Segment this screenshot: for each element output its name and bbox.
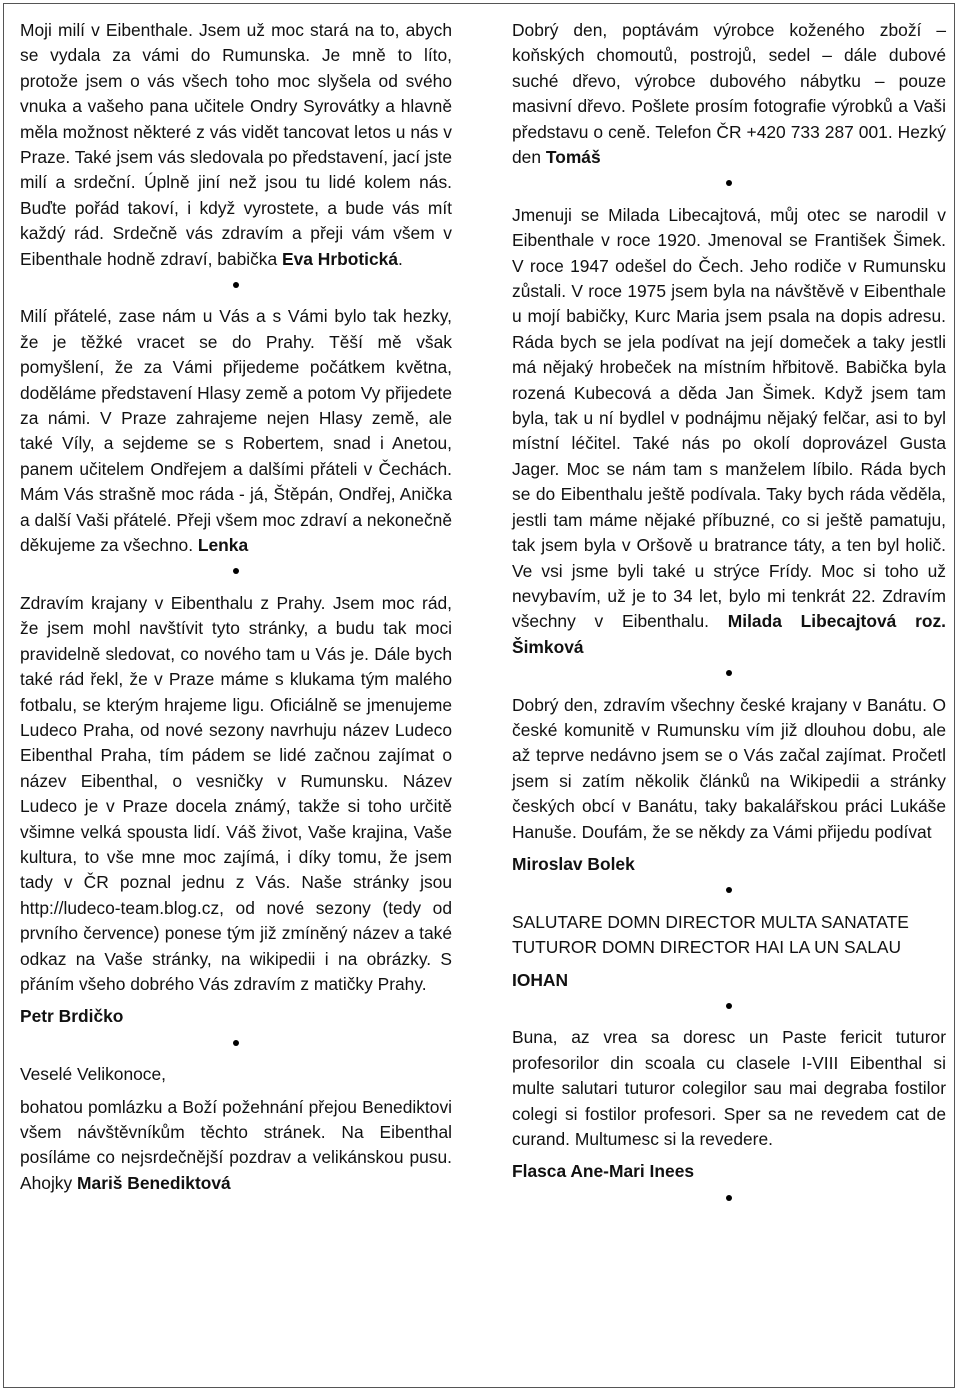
message-tomas: Dobrý den, poptávám výrobce koženého zboží – koňských chomoutů, postrojů, sedel – dále dubové suché dřevo, výrobce dubového nábytku – pouze masivní dřevo. Pošlete prosím fotografie výrobků a Vaši představu o ceně. Telefon ČR +420 733 287 001. Hezký den Tomáš xyxy=(512,20,946,168)
message-maris-benediktova: bohatou pomlázku a Boží požehnání přejou Benediktovi všem návštěvníkům těchto stránek. Na Eibenthal posíláme co nejsrdečnější pozdrav a velikánskou pusu. Ahojky Mariš Benediktová xyxy=(20,1096,452,1193)
signature-iohan xyxy=(512,968,946,993)
message-easter-greeting-title: Veselé Velikonoce, xyxy=(20,1064,166,1085)
separator-dot xyxy=(20,559,452,584)
signature: Petr Brdičko xyxy=(20,1006,124,1027)
message-miroslav-bolek: Dobrý den, zdravím všechny české krajany v Banátu. O české komunitě v Rumunsku vím již dlouhou dobu, ale až teprve nedávno jsem se o Vás začal zajímat. Pročetl jsem si zatím několik článků na Wikipedii a stránky českých obcí v Banátu, taky bakalářskou práci Lukáše Hanuše. Doufám, že se někdy za Vámi přijedu podívat xyxy=(512,694,946,842)
left-column xyxy=(20,18,452,1196)
signature: Flasca Ane-Mari Inees xyxy=(512,1161,695,1182)
message-milada-libecajtova: Jmenuji se Milada Libecajtová, můj otec se narodil v Eibenthale v roce 1920. Jmenoval se František Šimek. V roce 1947 odešel do Čech. Jeho rodiče v Rumunsku zůstali. V roce 1975 jsem byla na návštěvě v Eibenthale u mojí babičky, Kurc Maria jsem psala na dopis adresu. Ráda bych se jela podívat na její domeček a taky jestli má nějaký hrobeček na místním hřbitově. Babička byla rozená Kubecová a děda Jan Šimek. Když jsem tam byla, tak u ní bydlel v podnájmu nějaký felčar, asi to byl místní léčitel. Také nás po okolí doprovázel Gusta Jager. Moc se nám tam s manželem líbilo. Ráda bych se do Eibenthalu ještě podívala. Taky bych ráda věděla, jestli tam máme nějaké příbuzné, co si ještě pamatuju, tak jsem byla v Oršově u bratrance táty, a ten byl holič. Ve vsi jsme byli také u strýce Frídy. Moc si toho už nevybavím, už je to 34 let, bylo mi tenkrát 22. Zdravím všechny v Eibenthalu. Milada Libecajtová roz. Šimková xyxy=(512,204,946,657)
signature: Milada Libecajtová roz. Šimková xyxy=(512,611,946,657)
separator-dot xyxy=(512,170,946,195)
signature: Miroslav Bolek xyxy=(512,853,635,874)
separator-dot xyxy=(20,1030,452,1055)
separator-dot xyxy=(512,660,946,685)
separator-dot xyxy=(512,993,946,1018)
message-iohan: SALUTARE DOMN DIRECTOR MULTA SANATATE TUTUROR DOMN DIRECTOR HAI LA UN SALAU xyxy=(512,911,909,958)
separator-dot xyxy=(512,1185,946,1210)
signature-miroslav-bolek xyxy=(512,852,946,877)
signature-flasca-ane-mari xyxy=(512,1159,946,1184)
signature: Mariš Benediktová xyxy=(77,1172,231,1193)
signature: Eva Hrbotická xyxy=(282,248,399,269)
right-column xyxy=(512,18,946,1210)
separator-dot xyxy=(20,272,452,297)
message-eva-hrboticka: Moji milí v Eibenthale. Jsem už moc stará na to, abych se vydala za vámi do Rumunska. Je mně to líto, protože jsem o vás všech toho moc slyšela od svého vnuka a vašeho pana učitele Ondry Syrovátky a hlavně měla možnost některé z vás vidět tancovat letos u nás v Praze. Také jsem vás sledovala po představení, jací jste milí a srdeční. Úplně jiní než jsou tu lidé kolem nás. Buďte pořád takoví, i když vyrostete, a bude vás mít každý rád. Srdečně vás zdravím a přeji vám všem v Eibenthale hodně zdraví, babička Eva Hrbotická. xyxy=(20,20,452,269)
signature-petr-brdicko xyxy=(20,1004,452,1029)
signature: IOHAN xyxy=(512,969,569,990)
separator-dot xyxy=(512,877,946,902)
message-lenka: Milí přátelé, zase nám u Vás a s Vámi bylo tak hezky, že je těžké vracet se do Prahy. Těší mě však pomyšlení, že za Vámi přijedeme počátkem května, doděláme představení Hlasy země a potom Vy přijedete za námi. V Praze zahrajeme nejen Hlasy země, ale také Víly, a sejdeme se s Robertem, snad i Anetou, panem učitelem Ondřejem a dalšími přáteli v Čechách. Mám Vás strašně moc ráda - já, Štěpán, Ondřej, Anička a další Vaši přátelé. Přeji všem moc zdraví a nekonečně děkujeme za všechno. Lenka xyxy=(20,306,452,556)
message-petr-brdicko: Zdravím krajany v Eibenthalu z Prahy. Jsem moc rád, že jsem mohl navštívit tyto stránky, a budu tak moci pravidelně sledovat, co nového tam u Vás je. Dále bych také rád řekl, že v Praze máme s klukama tým malého fotbalu, se kterým hrajeme ligu. Oficiálně se jmenujeme Ludeco Praha, od nové sezony navrhuju název Ludeco Eibenthal Praha, tím pádem se lidé začnou zajímat o název Eibenthal, o vesničky v Rumunsku. Název Ludeco je v Praze docela známý, takže si toho určitě všimne velká spousta lidí. Váš život, Vaše krajina, Vaše kultura, to vše mne moc zajímá, i díky tomu, že jsem tady v ČR poznal jednu z Vás. Naše stránky jsou http://ludeco-team.blog.cz, od nové sezony (tedy od prvního července) ponese tým již zmíněný název a také odkaz na Vaše stránky, na wikipedii i na obrázky. S přáním všeho dobrého Vás zdravím z matičky Prahy. xyxy=(20,592,452,994)
document-page xyxy=(3,3,955,1388)
signature: Lenka xyxy=(197,535,249,556)
message-flasca-ane-mari: Buna, az vrea sa doresc un Paste fericit tuturor profesorilor din scoala cu clasele I-VIII Eibenthal si multe salutari tuturor colegilor sau mai degraba fostilor colegi si fostilor profesori. Sper sa ne revedem cat de curand. Multumesc si la revedere. xyxy=(512,1027,946,1149)
signature: Tomáš xyxy=(545,147,601,168)
